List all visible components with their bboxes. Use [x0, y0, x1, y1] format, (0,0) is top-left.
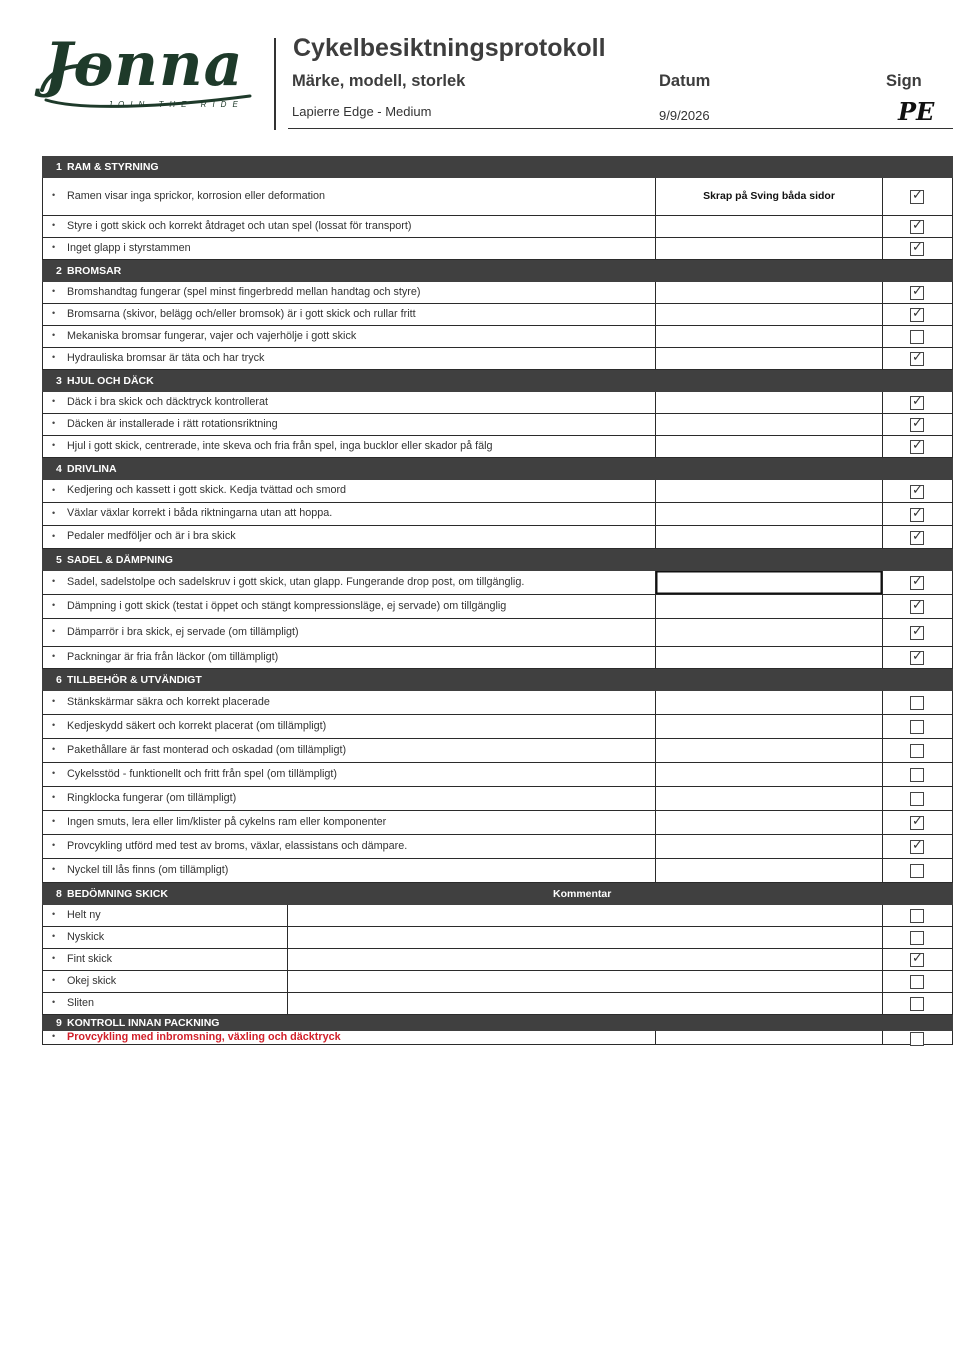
empty-checkbox[interactable] [910, 696, 924, 710]
checkmark-icon: ✓ [912, 305, 923, 320]
checklist-row [42, 178, 953, 216]
checkbox-cell [883, 595, 952, 618]
checked-checkbox[interactable] [910, 349, 924, 366]
bullet: • [52, 440, 56, 450]
checkbox-cell [883, 216, 952, 237]
bike-value: Lapierre Edge - Medium [292, 104, 432, 119]
bike-label: Märke, modell, storlek [292, 72, 466, 90]
comment-cell[interactable] [656, 787, 883, 810]
bullet: • [52, 190, 56, 200]
checked-checkbox[interactable] [910, 813, 924, 830]
section-header [42, 883, 953, 905]
item-label: Hjul i gott skick, centrerade, inte skeva och fria från spel, inga bucklor eller skador på fälg [67, 439, 493, 452]
checkbox-cell [883, 619, 952, 646]
empty-checkbox[interactable] [910, 744, 924, 758]
item-cell [43, 178, 656, 215]
checklist-row [42, 238, 953, 260]
comment-cell[interactable] [656, 414, 883, 435]
checkbox-cell [883, 178, 952, 215]
checkbox-cell [883, 739, 952, 762]
checkmark-icon: ✓ [912, 415, 923, 430]
checked-checkbox[interactable] [910, 950, 924, 967]
bullet: • [52, 816, 56, 826]
comment-cell[interactable] [656, 526, 883, 548]
item-cell [43, 595, 656, 618]
sign-label: Sign [886, 72, 922, 90]
item-label: Kedjering och kassett i gott skick. Kedja tvättad och smord [67, 484, 347, 496]
comment-cell[interactable] [656, 595, 883, 618]
checklist-row [42, 691, 953, 715]
checkbox-cell [883, 927, 952, 948]
bullet: • [52, 953, 56, 963]
item-label: Ingen smuts, lera eller lim/klister på cykelns ram eller komponenter [67, 815, 387, 828]
comment-cell[interactable] [656, 739, 883, 762]
item-cell [43, 480, 656, 502]
item-cell [43, 392, 656, 413]
comment-cell[interactable] [288, 949, 883, 970]
checkbox-cell [883, 304, 952, 325]
checkmark-icon: ✓ [912, 950, 923, 965]
comment-cell[interactable] [656, 763, 883, 786]
item-label: Bromshandtag fungerar (spel minst fingerbredd mellan handtag och styre) [67, 285, 421, 298]
jonna-logo [38, 30, 258, 118]
item-label: Helt ny [67, 908, 101, 921]
signature-value: PE [898, 97, 935, 126]
section-title: BEDÖMNING SKICK [67, 888, 168, 900]
checkbox-cell [883, 811, 952, 834]
comment-cell[interactable] [656, 691, 883, 714]
empty-checkbox[interactable] [910, 931, 924, 945]
item-cell [43, 949, 288, 970]
checked-checkbox[interactable] [910, 527, 924, 545]
checklist-row [42, 739, 953, 763]
comment-cell[interactable] [656, 282, 883, 303]
logo-tagline: JOIN THE RIDE [108, 100, 244, 109]
checkmark-icon: ✓ [912, 283, 923, 298]
checkmark-icon: ✓ [912, 597, 923, 612]
bullet: • [52, 720, 56, 730]
checkmark-icon: ✓ [912, 187, 923, 202]
item-cell [43, 647, 656, 668]
item-cell [43, 216, 656, 237]
checkbox-cell [883, 905, 952, 926]
checkbox-cell [883, 835, 952, 858]
item-label: Fint skick [67, 952, 112, 965]
item-cell [43, 739, 656, 762]
comment-cell[interactable] [656, 480, 883, 502]
checkbox-cell [883, 763, 952, 786]
comment-cell[interactable] [656, 1031, 883, 1044]
item-cell [43, 927, 288, 948]
checklist-row [42, 348, 953, 370]
section-title: BROMSAR [67, 265, 122, 277]
checklist-row [42, 436, 953, 458]
item-cell [43, 436, 656, 457]
comment-cell[interactable] [656, 811, 883, 834]
checkmark-icon: ✓ [912, 393, 923, 408]
header-divider [274, 38, 276, 130]
item-cell [43, 503, 656, 525]
logo-wordmark: Jonna [44, 30, 244, 100]
bullet: • [52, 840, 56, 850]
comment-cell[interactable] [656, 304, 883, 325]
item-cell [43, 691, 656, 714]
section-title: DRIVLINA [67, 463, 117, 475]
item-cell [43, 787, 656, 810]
empty-checkbox[interactable] [910, 792, 924, 806]
bullet: • [52, 792, 56, 802]
item-cell [43, 348, 656, 369]
section-title: SADEL & DÄMPNING [67, 554, 173, 566]
condition-row [42, 993, 953, 1015]
item-cell [43, 993, 288, 1014]
bullet: • [52, 768, 56, 778]
checkbox-cell [883, 715, 952, 738]
checked-checkbox[interactable] [910, 481, 924, 499]
checked-checkbox[interactable] [910, 597, 924, 614]
item-label: Nyskick [67, 930, 105, 943]
item-label: Hydrauliska bromsar är täta och har tryck [67, 351, 265, 364]
item-cell [43, 715, 656, 738]
checklist-row [42, 282, 953, 304]
comment-cell[interactable] [288, 993, 883, 1014]
bullet: • [52, 744, 56, 754]
checklist-row [42, 326, 953, 348]
comment-cell[interactable] [656, 392, 883, 413]
item-label: Ringklocka fungerar (om tillämpligt) [67, 791, 237, 804]
bullet: • [52, 909, 56, 919]
comment-cell[interactable] [656, 715, 883, 738]
section-number: 5 [56, 554, 62, 566]
item-cell [43, 326, 656, 347]
section-title: KONTROLL INNAN PACKNING [67, 1017, 220, 1029]
checkmark-icon: ✓ [912, 837, 923, 852]
header-underline [288, 128, 953, 129]
checkbox-cell [883, 859, 952, 882]
checkbox-cell [883, 348, 952, 369]
section-header [42, 549, 953, 571]
checked-checkbox[interactable] [910, 573, 924, 590]
empty-checkbox[interactable] [910, 997, 924, 1011]
checkmark-icon: ✓ [912, 349, 923, 364]
item-label: Nyckel till lås finns (om tillämpligt) [67, 863, 229, 876]
item-cell [43, 1031, 656, 1044]
checked-checkbox[interactable] [910, 837, 924, 854]
item-label: Dämparrör i bra skick, ej servade (om tillämpligt) [67, 625, 299, 638]
comment-cell[interactable] [656, 216, 883, 237]
section-title: HJUL OCH DÄCK [67, 375, 154, 387]
checklist-row [42, 763, 953, 787]
item-label: Däcken är installerade i rätt rotationsriktning [67, 417, 278, 430]
comment-cell[interactable] [656, 859, 883, 882]
checklist-row [42, 715, 953, 739]
item-label: Ramen visar inga sprickor, korrosion eller deformation [67, 189, 326, 202]
item-cell [43, 859, 656, 882]
empty-checkbox[interactable] [910, 720, 924, 734]
empty-checkbox[interactable] [910, 1032, 924, 1046]
item-cell [43, 835, 656, 858]
item-label: Dämpning i gott skick (testat i öppet och stängt kompressionsläge, ej servade) om tillgänglig [67, 599, 507, 612]
item-label: Styre i gott skick och korrekt åtdraget och utan spel (lossat för transport) [67, 219, 412, 232]
checkmark-icon: ✓ [912, 527, 923, 543]
item-cell [43, 811, 656, 834]
comment-cell[interactable] [656, 348, 883, 369]
checklist-row [42, 835, 953, 859]
checkmark-icon: ✓ [912, 573, 923, 588]
checklist-row [42, 859, 953, 883]
checklist-row [42, 304, 953, 326]
comment-cell[interactable] [656, 571, 883, 594]
checkbox-cell [883, 414, 952, 435]
checklist-row [42, 414, 953, 436]
checkbox-cell [883, 647, 952, 668]
checkmark-icon: ✓ [912, 813, 923, 828]
comment-cell[interactable] [656, 619, 883, 646]
bullet: • [52, 220, 56, 230]
section-header [42, 1015, 953, 1031]
section-header [42, 156, 953, 178]
checklist-row [42, 526, 953, 549]
item-label: Växlar växlar korrekt i båda riktningarna utan att hoppa. [67, 507, 333, 519]
section-number: 8 [56, 888, 62, 900]
checkbox-cell [883, 949, 952, 970]
item-cell [43, 238, 656, 259]
bullet: • [52, 352, 56, 362]
comment-cell[interactable] [656, 178, 883, 215]
condition-row [42, 927, 953, 949]
bullet: • [52, 864, 56, 874]
checkmark-icon: ✓ [912, 437, 923, 452]
section-header [42, 458, 953, 480]
checkbox-cell [883, 238, 952, 259]
comment-cell[interactable] [288, 927, 883, 948]
item-label: Mekaniska bromsar fungerar, vajer och vajerhölje i gott skick [67, 329, 357, 342]
condition-row [42, 949, 953, 971]
checkbox-cell [883, 392, 952, 413]
checked-checkbox[interactable] [910, 239, 924, 256]
item-cell [43, 571, 656, 594]
checkbox-cell [883, 436, 952, 457]
checked-checkbox[interactable] [910, 623, 924, 640]
bullet: • [52, 576, 56, 586]
bullet: • [52, 507, 56, 518]
section-title: TILLBEHÖR & UTVÄNDIGT [67, 674, 202, 686]
checkbox-cell [883, 993, 952, 1014]
checked-checkbox[interactable] [910, 283, 924, 300]
empty-checkbox[interactable] [910, 909, 924, 923]
bullet: • [52, 308, 56, 318]
comment-cell[interactable] [656, 326, 883, 347]
section-header [42, 669, 953, 691]
section-number: 4 [56, 463, 62, 475]
item-label: Däck i bra skick och däcktryck kontrollerat [67, 395, 269, 408]
item-cell [43, 619, 656, 646]
checkbox-cell [883, 571, 952, 594]
checklist-row [42, 1031, 953, 1045]
bullet: • [52, 600, 56, 610]
checked-checkbox[interactable] [910, 415, 924, 432]
item-cell [43, 304, 656, 325]
checklist-row [42, 595, 953, 619]
bullet: • [52, 396, 56, 406]
page-title: Cykelbesiktningsprotokoll [293, 34, 606, 62]
comment-cell[interactable] [288, 905, 883, 926]
comment-cell[interactable] [656, 503, 883, 525]
checkbox-cell [883, 971, 952, 992]
item-label: Provcykling utförd med test av broms, växlar, elassistans och dämpare. [67, 839, 408, 852]
bullet: • [52, 651, 56, 661]
item-label: Sadel, sadelstolpe och sadelskruv i gott skick, utan glapp. Fungerande drop post, om tillgänglig. [67, 575, 525, 588]
item-label: Bromsarna (skivor, belägg och/eller bromsok) är i gott skick och rullar fritt [67, 307, 416, 320]
item-label: Cykelsstöd - funktionellt och fritt från spel (om tillämpligt) [67, 767, 338, 780]
checkbox-cell [883, 1031, 952, 1044]
bullet: • [52, 418, 56, 428]
checkbox-cell [883, 282, 952, 303]
item-cell [43, 905, 288, 926]
section-number: 2 [56, 265, 62, 277]
bullet: • [52, 242, 56, 252]
checkmark-icon: ✓ [912, 623, 923, 638]
checkmark-icon: ✓ [912, 648, 923, 663]
checkbox-cell [883, 326, 952, 347]
checked-checkbox[interactable] [910, 393, 924, 410]
section-number: 3 [56, 375, 62, 387]
checkmark-icon: ✓ [912, 504, 923, 520]
checked-checkbox[interactable] [910, 504, 924, 522]
section-title: RAM & STYRNING [67, 161, 159, 173]
item-cell [43, 763, 656, 786]
comment-cell[interactable] [656, 647, 883, 668]
item-cell [43, 414, 656, 435]
checkbox-cell [883, 787, 952, 810]
bullet: • [52, 626, 56, 636]
checklist-row [42, 647, 953, 669]
item-label: Pakethållare är fast monterad och oskadad (om tillämpligt) [67, 743, 347, 756]
comment-text: Skrap på Sving båda sidor [703, 190, 835, 202]
checklist-row [42, 787, 953, 811]
checklist-row [42, 480, 953, 503]
comment-cell[interactable] [656, 436, 883, 457]
empty-checkbox[interactable] [910, 975, 924, 989]
bullet: • [52, 696, 56, 706]
checkmark-icon: ✓ [912, 239, 923, 254]
section-number: 9 [56, 1017, 62, 1029]
bullet: • [52, 1031, 56, 1041]
checklist-row [42, 503, 953, 526]
item-label: Packningar är fria från läckor (om tillämpligt) [67, 650, 279, 663]
condition-row [42, 971, 953, 993]
section-number: 6 [56, 674, 62, 686]
empty-checkbox[interactable] [910, 768, 924, 782]
checklist-row [42, 571, 953, 595]
bullet: • [52, 931, 56, 941]
checked-checkbox[interactable] [910, 437, 924, 454]
checklist-row [42, 619, 953, 647]
checkbox-cell [883, 526, 952, 548]
checked-checkbox[interactable] [910, 648, 924, 665]
item-label: Okej skick [67, 974, 117, 987]
condition-row [42, 905, 953, 927]
item-label: Sliten [67, 996, 95, 1009]
comment-cell[interactable] [656, 238, 883, 259]
item-cell [43, 526, 656, 548]
bullet: • [52, 530, 56, 541]
item-label: Inget glapp i styrstammen [67, 241, 191, 254]
bullet: • [52, 286, 56, 296]
empty-checkbox[interactable] [910, 330, 924, 344]
checklist-row [42, 216, 953, 238]
comment-cell[interactable] [656, 835, 883, 858]
checklist-row [42, 392, 953, 414]
empty-checkbox[interactable] [910, 864, 924, 878]
comment-column-header: Kommentar [553, 888, 612, 900]
comment-cell[interactable] [288, 971, 883, 992]
section-header [42, 370, 953, 392]
date-label: Datum [659, 72, 711, 90]
section-number: 1 [56, 161, 62, 173]
date-value: 9/9/2026 [659, 108, 710, 123]
item-cell [43, 971, 288, 992]
checklist-row [42, 811, 953, 835]
checkbox-cell [883, 691, 952, 714]
item-label: Kedjeskydd säkert och korrekt placerat (om tillämpligt) [67, 719, 327, 732]
item-label: Stänkskärmar säkra och korrekt placerade [67, 695, 270, 708]
bullet: • [52, 975, 56, 985]
warning-item-label: Provcykling med inbromsning, växling och däcktryck [67, 1030, 341, 1043]
checkbox-cell [883, 503, 952, 525]
bullet: • [52, 997, 56, 1007]
checked-checkbox[interactable] [910, 187, 924, 204]
item-cell [43, 282, 656, 303]
checked-checkbox[interactable] [910, 305, 924, 322]
checkmark-icon: ✓ [912, 481, 923, 497]
item-label: Pedaler medföljer och är i bra skick [67, 530, 236, 542]
bullet: • [52, 484, 56, 495]
checkmark-icon: ✓ [912, 217, 923, 232]
section-header [42, 260, 953, 282]
checked-checkbox[interactable] [910, 217, 924, 234]
checkbox-cell [883, 480, 952, 502]
bullet: • [52, 330, 56, 340]
